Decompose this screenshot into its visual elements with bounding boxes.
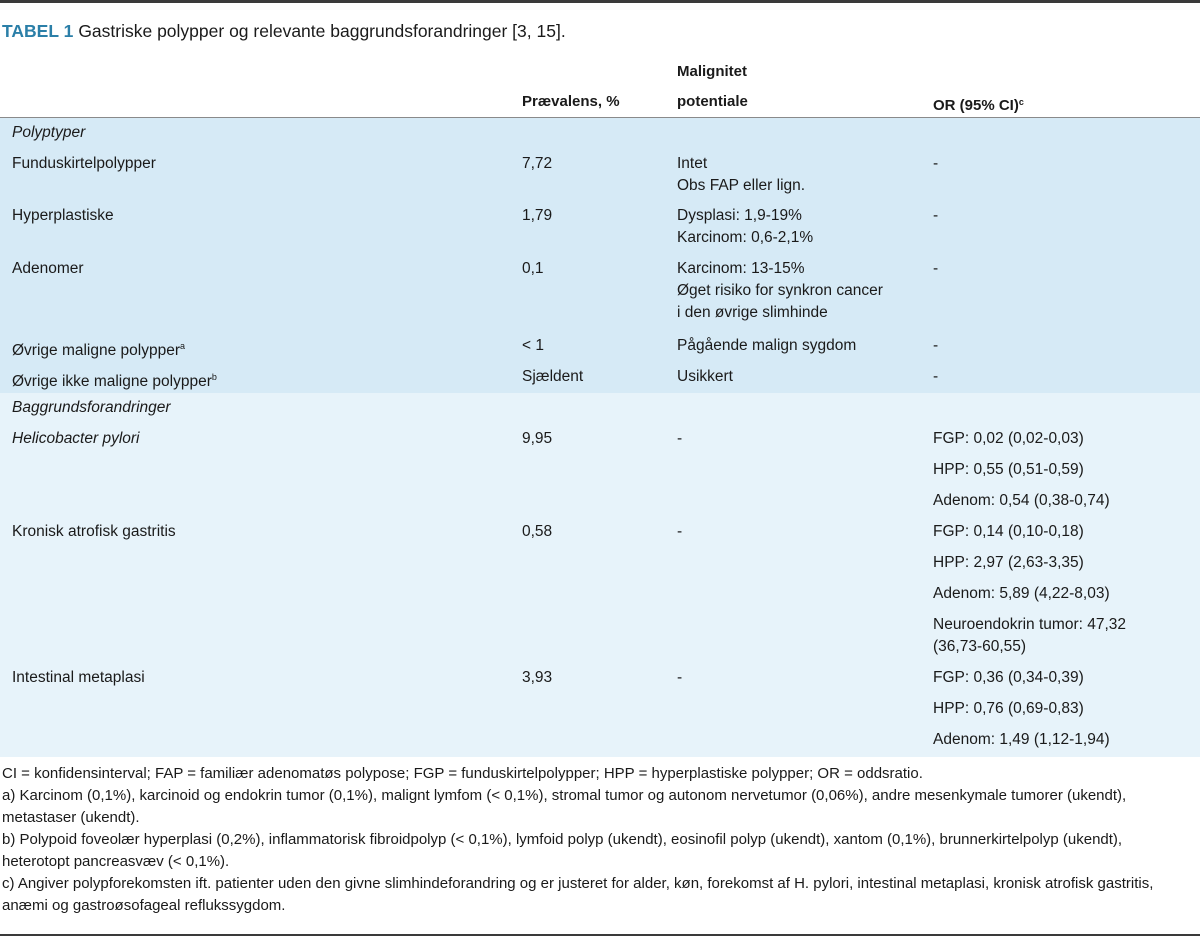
- row-name: Helicobacter pylori: [12, 430, 140, 447]
- header-row-2: [0, 87, 1200, 118]
- row-malignancy: -: [677, 430, 683, 447]
- table-row: [0, 149, 1200, 201]
- row-name: Øvrige ikke maligne polypper$^b$: [12, 372, 217, 390]
- header-potentiale: potentiale: [677, 93, 748, 110]
- row-prevalence: Sjældent: [522, 368, 584, 385]
- footnote-a: a) Karcinom (0,1%), karcinoid og endokrin tumor (0,1%), malignt lymfom (< 0,1%), stromal tumor og autonom nervetumor (0,06%), andre mesenkymale tumorer (ukendt), metastaser (ukendt).: [2, 787, 1127, 826]
- header-malignitet: Malignitet: [677, 63, 747, 80]
- row-or: -: [933, 155, 939, 172]
- row-name: Øvrige maligne polypper$^a$: [12, 341, 186, 359]
- section-heading-polyptyper: Polyptyper: [12, 124, 86, 141]
- table-row: [0, 331, 1200, 362]
- row-or: -: [933, 207, 939, 224]
- row-prevalence: 0,1: [522, 260, 544, 277]
- row-malignancy: Usikkert: [677, 368, 733, 385]
- row-malignancy: -: [677, 523, 683, 540]
- row-malignancy: -: [677, 669, 683, 686]
- header-row-1: [0, 57, 1200, 87]
- row-or: FGP: 0,36 (0,34-0,39) HPP: 0,76 (0,69-0,83) Adenom: 1,49 (1,12-1,94): [933, 669, 1110, 748]
- row-or: -: [933, 337, 939, 354]
- row-or: FGP: 0,14 (0,10-0,18) HPP: 2,97 (2,63-3,35) Adenom: 5,89 (4,22-8,03) Neuroendokrin tumor: 47,32 (36,73-60,55): [933, 523, 1127, 655]
- row-prevalence: < 1: [522, 337, 544, 354]
- table-row: [0, 424, 1200, 517]
- baggrund-section: [0, 393, 1200, 757]
- polyptyper-section: [0, 118, 1200, 393]
- header-prevalens: Prævalens, %: [522, 93, 620, 110]
- footnote-b: b) Polypoid foveolær hyperplasi (0,2%), inflammatorisk fibroidpolyp (< 0,1%), lymfoid polyp (ukendt), eosinofil polyp (ukendt), xantom (0,1%), brunnerkirtelpolyp (ukendt), heterotopt pancreasvæv (< 0,1%).: [2, 831, 1123, 870]
- table-row: [0, 517, 1200, 663]
- top-rule: [0, 0, 1200, 3]
- row-malignancy: Pågående malign sygdom: [677, 337, 857, 354]
- row-or: -: [933, 260, 939, 277]
- row-prevalence: 1,79: [522, 207, 553, 224]
- section-heading-row: [0, 118, 1200, 149]
- row-name: Funduskirtelpolypper: [12, 155, 156, 172]
- data-table: [0, 57, 1200, 757]
- row-prevalence: 9,95: [522, 430, 553, 447]
- row-name: Intestinal metaplasi: [12, 669, 145, 686]
- row-name: Hyperplastiske: [12, 207, 114, 224]
- table-label: TABEL 1: [2, 21, 74, 41]
- table-row: [0, 663, 1200, 757]
- section-heading-row: [0, 393, 1200, 424]
- row-name: Kronisk atrofisk gastritis: [12, 523, 176, 540]
- row-prevalence: 0,58: [522, 523, 553, 540]
- footnote-abbreviations: CI = konfidensinterval; FAP = familiær adenomatøs polypose; FGP = funduskirtelpolypper; HPP = hyperplastiske polypper; OR = oddsratio.: [2, 765, 923, 782]
- row-prevalence: 7,72: [522, 155, 553, 172]
- section-heading-baggrund: Baggrundsforandringer: [12, 399, 171, 416]
- header-or: OR (95% CI)$^c$: [933, 97, 1024, 114]
- table-footnotes: [2, 763, 1192, 917]
- footnote-c: c) Angiver polypforekomsten ift. patienter uden den givne slimhindeforandring og er justeret for alder, køn, forekomst af H. pylori, intestinal metaplasi, kronisk atrofisk gastritis, anæmi og gastroøsofageal reflukssygdom.: [2, 875, 1154, 914]
- table-row: [0, 201, 1200, 254]
- row-malignancy: Dysplasi: 1,9-19% Karcinom: 0,6-2,1%: [677, 207, 814, 246]
- row-malignancy: Karcinom: 13-15% Øget risiko for synkron cancer i den øvrige slimhinde: [677, 260, 883, 321]
- table-row: [0, 362, 1200, 393]
- table-title: Gastriske polypper og relevante baggrundsforandringer [3, 15].: [78, 21, 566, 41]
- row-malignancy: Intet Obs FAP eller lign.: [677, 155, 806, 194]
- bottom-rule: [0, 934, 1200, 936]
- row-or: -: [933, 368, 939, 385]
- row-or: FGP: 0,02 (0,02-0,03) HPP: 0,55 (0,51-0,59) Adenom: 0,54 (0,38-0,74): [933, 430, 1110, 509]
- table-row: [0, 254, 1200, 331]
- row-prevalence: 3,93: [522, 669, 553, 686]
- table-caption: [2, 20, 566, 42]
- row-name: Adenomer: [12, 260, 84, 277]
